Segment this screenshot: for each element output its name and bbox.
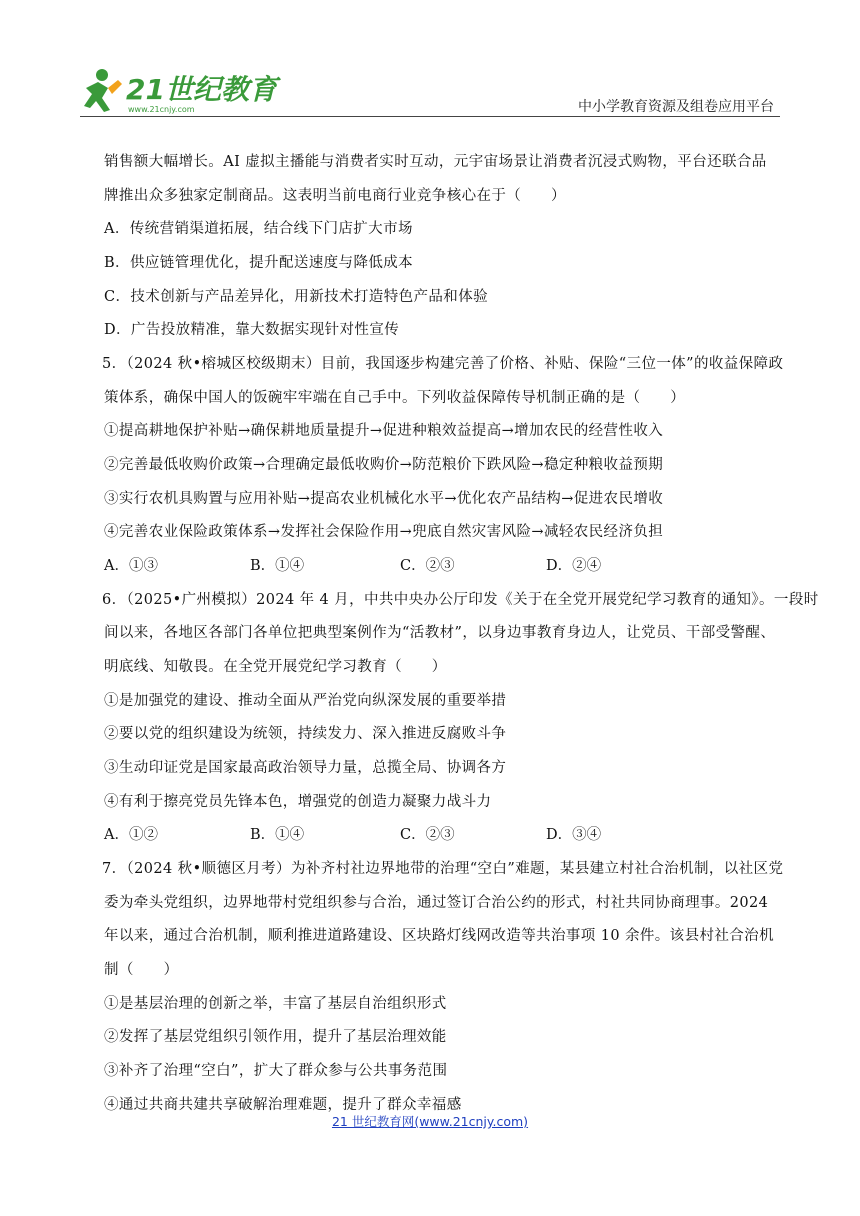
runner-logo-icon xyxy=(80,66,277,116)
q6-option-d: D．③④ xyxy=(546,827,602,843)
q5-option-a: A．①③ xyxy=(104,558,158,574)
q6-option-c: C．②③ xyxy=(400,827,455,843)
logo-url: www.21cnjy.com xyxy=(128,105,195,114)
q4-text-line: 销售额大幅增长。AI 虚拟主播能与消费者实时互动，元宇宙场景让消费者沉浸式购物，平台还联合品 xyxy=(104,154,767,170)
page-header xyxy=(0,0,860,120)
q7-stem-line: 7．（2024 秋•顺德区月考）为补齐村社边界地带的治理“空白”难题，某县建立村社合治机制，以社区党 xyxy=(102,861,784,877)
q5-statement-1: ①提高耕地保护补贴→确保耕地质量提升→促进种粮效益提高→增加农民的经营性收入 xyxy=(104,423,664,439)
q4-choice-b: B．供应链管理优化，提升配送速度与降低成本 xyxy=(104,255,414,271)
q6-statement-1: ①是加强党的建设、推动全面从严治党向纵深发展的重要举措 xyxy=(104,693,507,709)
q6-option-b: B．①④ xyxy=(250,827,305,843)
q6-statement-2: ②要以党的组织建设为统领，持续发力、深入推进反腐败斗争 xyxy=(104,726,507,742)
q6-stem-line: 间以来，各地区各部门各单位把典型案例作为“活教材”，以身边事教育身边人，让党员、干部受警醒、 xyxy=(104,625,776,641)
q7-stem-line: 制（ ） xyxy=(104,962,179,978)
q7-statement-1: ①是基层治理的创新之举，丰富了基层自治组织形式 xyxy=(104,996,447,1012)
logo-wordmark: 21世纪教育 xyxy=(126,73,277,106)
q4-choice-a: A．传统营销渠道拓展，结合线下门店扩大市场 xyxy=(104,221,413,237)
q5-stem-line: 策体系，确保中国人的饭碗牢牢端在自己手中。下列收益保障传导机制正确的是（ ） xyxy=(104,390,686,406)
q5-option-c: C．②③ xyxy=(400,558,455,574)
q7-statement-2: ②发挥了基层党组织引领作用，提升了基层治理效能 xyxy=(104,1029,447,1045)
q5-statement-2: ②完善最低收购价政策→合理确定最低收购价→防范粮价下跌风险→稳定种粮收益预期 xyxy=(104,457,664,473)
header-divider xyxy=(80,116,780,117)
q6-stem-line: 明底线、知敬畏。在全党开展党纪学习教育（ ） xyxy=(104,659,447,675)
q4-text-line: 牌推出众多独家定制商品。这表明当前电商行业竞争核心在于（ ） xyxy=(104,188,566,204)
site-logo[interactable] xyxy=(80,66,277,116)
q5-option-d: D．②④ xyxy=(546,558,602,574)
q5-option-b: B．①④ xyxy=(250,558,305,574)
q7-statement-4: ④通过共商共建共享破解治理难题，提升了群众幸福感 xyxy=(104,1097,462,1113)
q6-option-a: A．①② xyxy=(104,827,158,843)
q7-stem-line: 年以来，通过合治机制，顺利推进道路建设、区块路灯线网改造等共治事项 10 余件。该县村社合治机 xyxy=(104,928,774,944)
q5-statement-4: ④完善农业保险政策体系→发挥社会保险作用→兜底自然灾害风险→减轻农民经济负担 xyxy=(104,524,664,540)
q7-stem-line: 委为牵头党组织，边界地带村党组织参与合治，通过签订合治公约的形式，村社共同协商理事。2024 xyxy=(104,895,769,911)
q4-choice-c: C．技术创新与产品差异化，用新技术打造特色产品和体验 xyxy=(104,289,488,305)
q6-stem-line: 6．（2025•广州模拟）2024 年 4 月，中共中央办公厅印发《关于在全党开展党纪学习教育的通知》。一段时 xyxy=(102,592,819,608)
page-footer xyxy=(0,1112,860,1130)
q6-statement-4: ④有利于擦亮党员先锋本色，增强党的创造力凝聚力战斗力 xyxy=(104,794,492,810)
q6-statement-3: ③生动印证党是国家最高政治领导力量，总揽全局、协调各方 xyxy=(104,760,507,776)
q4-choice-d: D．广告投放精准，靠大数据实现针对性宣传 xyxy=(104,322,400,338)
footer-site-link[interactable]: 21 世纪教育网(www.21cnjy.com) xyxy=(331,1114,529,1129)
q5-statement-3: ③实行农机具购置与应用补贴→提高农业机械化水平→优化农产品结构→促进农民增收 xyxy=(104,491,664,507)
platform-title: 中小学教育资源及组卷应用平台 xyxy=(578,99,774,115)
q5-stem-line: 5．（2024 秋•榕城区校级期末）目前，我国逐步构建完善了价格、补贴、保险“三位一体”的收益保障政 xyxy=(102,356,784,372)
q7-statement-3: ③补齐了治理“空白”，扩大了群众参与公共事务范围 xyxy=(104,1063,448,1079)
